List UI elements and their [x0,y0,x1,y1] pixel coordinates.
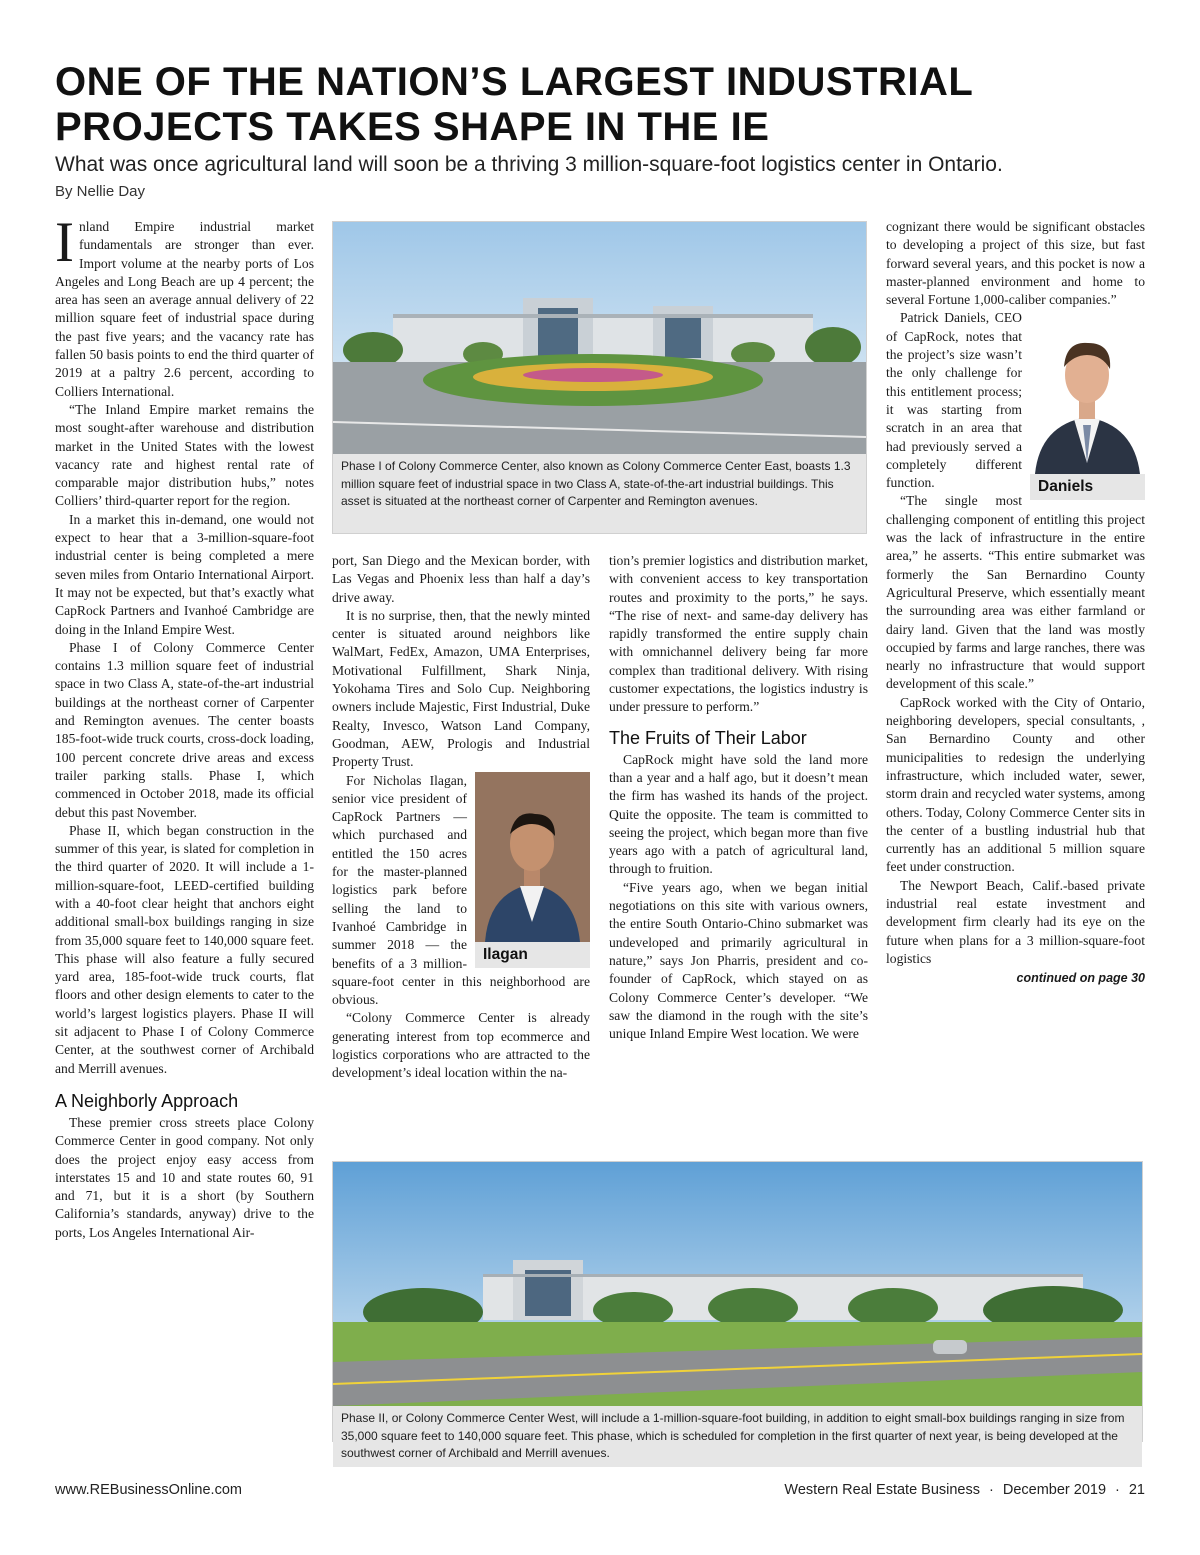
column-2 [332,552,590,1147]
ilagan-portrait [475,772,590,968]
column-1 [55,218,314,1480]
phase2-figure [332,1161,1143,1460]
daniels-portrait [1030,313,1145,500]
footer-separator: · [1115,1482,1120,1498]
paragraph: The Newport Beach, Calif.-based private industrial real estate investment and development firm clearly had its eye on the future when plans for a 3 million-square-foot logistics [886,877,1145,966]
paragraph: “Five years ago, when we began initial negotiations on this site with various owners, the entire South Ontario-Chino submarket was undeveloped and primarily agricultural in nature,” says Jon Pharris, president and co-founder of CapRock, which stayed on as Colony Commerce Center’s developer. “We saw the diamond in the rough with the site’s unique Inland Empire West location. We were [609,879,868,1042]
paragraph: port, San Diego and the Mexican border, with Las Vegas and Phoenix less than half a day’s drive away. [332,553,590,605]
page-footer [55,1482,1145,1502]
paragraph: Phase I of Colony Commerce Center contains 1.3 million square feet of industrial space in two Class A, state-of-the-art industrial buildings at the northeast corner of Carpenter and Remington avenues. The center boasts 185-foot-wide truck courts, cross-dock loading, 100 percent concrete drive areas and excess trailer parking stalls. Phase I, which commenced in October 2018, made its official debut this past November. [55,639,314,820]
paragraph: cognizant there would be significant obstacles to developing a project of this size, but fast forward several years, and this pocket is now a master-planned environment and home to several Fortune 1,000-caliber companies.” [886,219,1145,308]
byline: By Nellie Day [55,183,146,200]
headline-line-2: PROJECTS TAKES SHAPE IN THE IE [55,105,770,149]
paragraph: CapRock might have sold the land more than a year and a half ago, but it doesn’t mean the firm has washed its hands of the project. Quite the opposite. The team is committed to seeing the project, which began more than five years ago with a patch of agricultural land, through to fruition. [609,751,868,877]
phase2-caption: Phase II, or Colony Commerce Center West, will include a 1-million-square-foot building, in addition to eight small-box buildings ranging in size from 35,000 square feet to 140,000 square feet. This phase, which is scheduled for completion in the first quarter of next year, is being developed at the southwest corner of Archibald and Merrill avenues. [333,1406,1142,1467]
ilagan-photo [475,772,590,942]
phase2-rendering-image [333,1162,1142,1406]
publication-info [784,1482,1145,1498]
paragraph: It is no surprise, then, that the newly minted center is situated around neighbors like WalMart, FedEx, Amazon, UMA Enterprises, Motivational Fulfillment, Shark Ninja, Yokohama Tires and Solo Cup. Neighboring owners include Majestic, First Industrial, Duke Realty, Invesco, Watson Land Company, Goodman, AEW, Prologis and Industrial Property Trust. [332,607,590,770]
drop-cap: I [55,218,74,274]
publication-name: Western Real Estate Business [784,1482,980,1498]
paragraph: In a market this in-demand, one would not expect to hear that a 3-million-square-foot industrial center is being completed a mere seven miles from Ontario International Airport. It may not be expected, but that’s exactly what CapRock Partners and Ivanhoé Cambridge are doing in the Inland Empire West. [55,511,314,637]
paragraph: Patrick Daniels, CEO of CapRock, notes that the project’s size wasn’t the only challenge for this entitlement process; it was starting from scratch in an area that had previously served a completely different function. [886,310,1022,491]
website-link[interactable]: www.REBusinessOnline.com [55,1482,242,1498]
subheading-neighborly-approach: A Neighborly Approach [55,1090,239,1111]
daniels-label: Daniels [1030,474,1145,500]
phase1-caption: Phase I of Colony Commerce Center, also known as Colony Commerce Center East, boasts 1.3 million square feet of industrial space in two Class A, state-of-the-art industrial buildings. This asset is situated at the northeast corner of Carpenter and Remington avenues. [333,454,866,515]
issue-date: December 2019 [1002,1482,1107,1498]
paragraph: “The Inland Empire market remains the most sought-after warehouse and distribution market in the United States with the lowest vacancy rate and highest rental rate of comparable major distribution hubs,” notes Colliers’ third-quarter report for the region. [55,401,314,509]
page-number: 21 [1128,1482,1145,1498]
paragraph: Phase II, which began construction in the summer of this year, is slated for completion in the third quarter of 2020. It will include a 1-million-square-foot, LEED-certified building with a 40-foot clear height that anchors eight additional small-box buildings ranging in size from 35,000 square feet to 140,000 square feet. This phase will also feature a fully secured yard area, 185-foot-wide truck courts, flat floors and other design elements to cater to the world’s largest logistics players. Phase II will sit adjacent to Phase I of Colony Commerce Center, at the southwest corner of Archibald and Merrill avenues. [55,822,314,1076]
column-4 [886,218,1145,1148]
paragraph: Inland Empire industrial market fundamentals are stronger than ever. Import volume at the nearby ports of Los Angeles and Long Beach are up 4 percent; the area has seen an average annual delivery of 22 million square feet of industrial space during the past five years; and the vacancy rate has fallen 50 basis points to end the third quarter of 2019 at a paltry 2.6 percent, according to Colliers International. [55,218,314,399]
subheading-fruits-of-labor: The Fruits of Their Labor [609,727,807,748]
column-3 [609,552,868,1147]
daniels-photo [1030,313,1145,474]
paragraph: “Colony Commerce Center is already generating interest from top ecommerce and logistics corporations who are attracted to the development’s ideal location within the na- [332,1010,590,1081]
paragraph: tion’s premier logistics and distribution market, with convenient access to key transportation routes and proximity to the ports,” he says. “The rise of next- and same-day delivery has rapidly transformed the entire supply chain with omnichannel delivery being far more complex than traditional delivery. With rising customer expectations, the logistics industry is under pressure to perform.” [609,553,868,715]
paragraph: CapRock worked with the City of Ontario, neighboring developers, special consultants, , San Bernardino County and other municipalities to redesign the underlying infrastructure, which included water, sewer, storm drain and recycled water systems, among others. Today, Colony Commerce Center sits in the center of a bustling industrial hub that currently has an additional 5 million square feet under construction. [886,694,1145,875]
headline [55,60,1155,150]
deck: What was once agricultural land will soon be a thriving 3 million-square-foot logistics center in Ontario. [55,153,1003,176]
ilagan-label: Ilagan [475,942,590,968]
paragraph: These premier cross streets place Colony Commerce Center in good company. Not only does the project enjoy easy access from interstates 15 and 10 and state routes 60, 91 and 71, but it is a short (by Southern California’s standards, anyway) drive to the ports, Los Angeles International Air- [55,1114,314,1240]
paragraph: “The single most challenging component of entitling this project was the lack of infrastructure in the entire area,” he asserts. “This entire submarket was formerly the San Bernardino County Agricultural Preserve, which essentially meant the surrounding area was either farmland or dairy land. Given that the land was mostly occupied by farms and large ranches, there was nearly no infrastructure that would support development of this scale.” [886,493,1145,692]
continued-on-page: continued on page 30 [1016,971,1145,986]
paragraph: For Nicholas Ilagan, senior vice president of CapRock Partners — which purchased and entitled the 150 acres for the master-planned logistics park before selling the land to Ivanhoé Cambridge in summer 2018 — the benefits of a 3 million-square-foot center in this neighborhood are obvious. [332,772,590,1008]
footer-separator: · [989,1482,994,1498]
phase1-figure [332,221,867,534]
phase1-rendering-image [333,222,866,454]
headline-line-1: ONE OF THE NATION’S LARGEST INDUSTRIAL [55,60,974,104]
